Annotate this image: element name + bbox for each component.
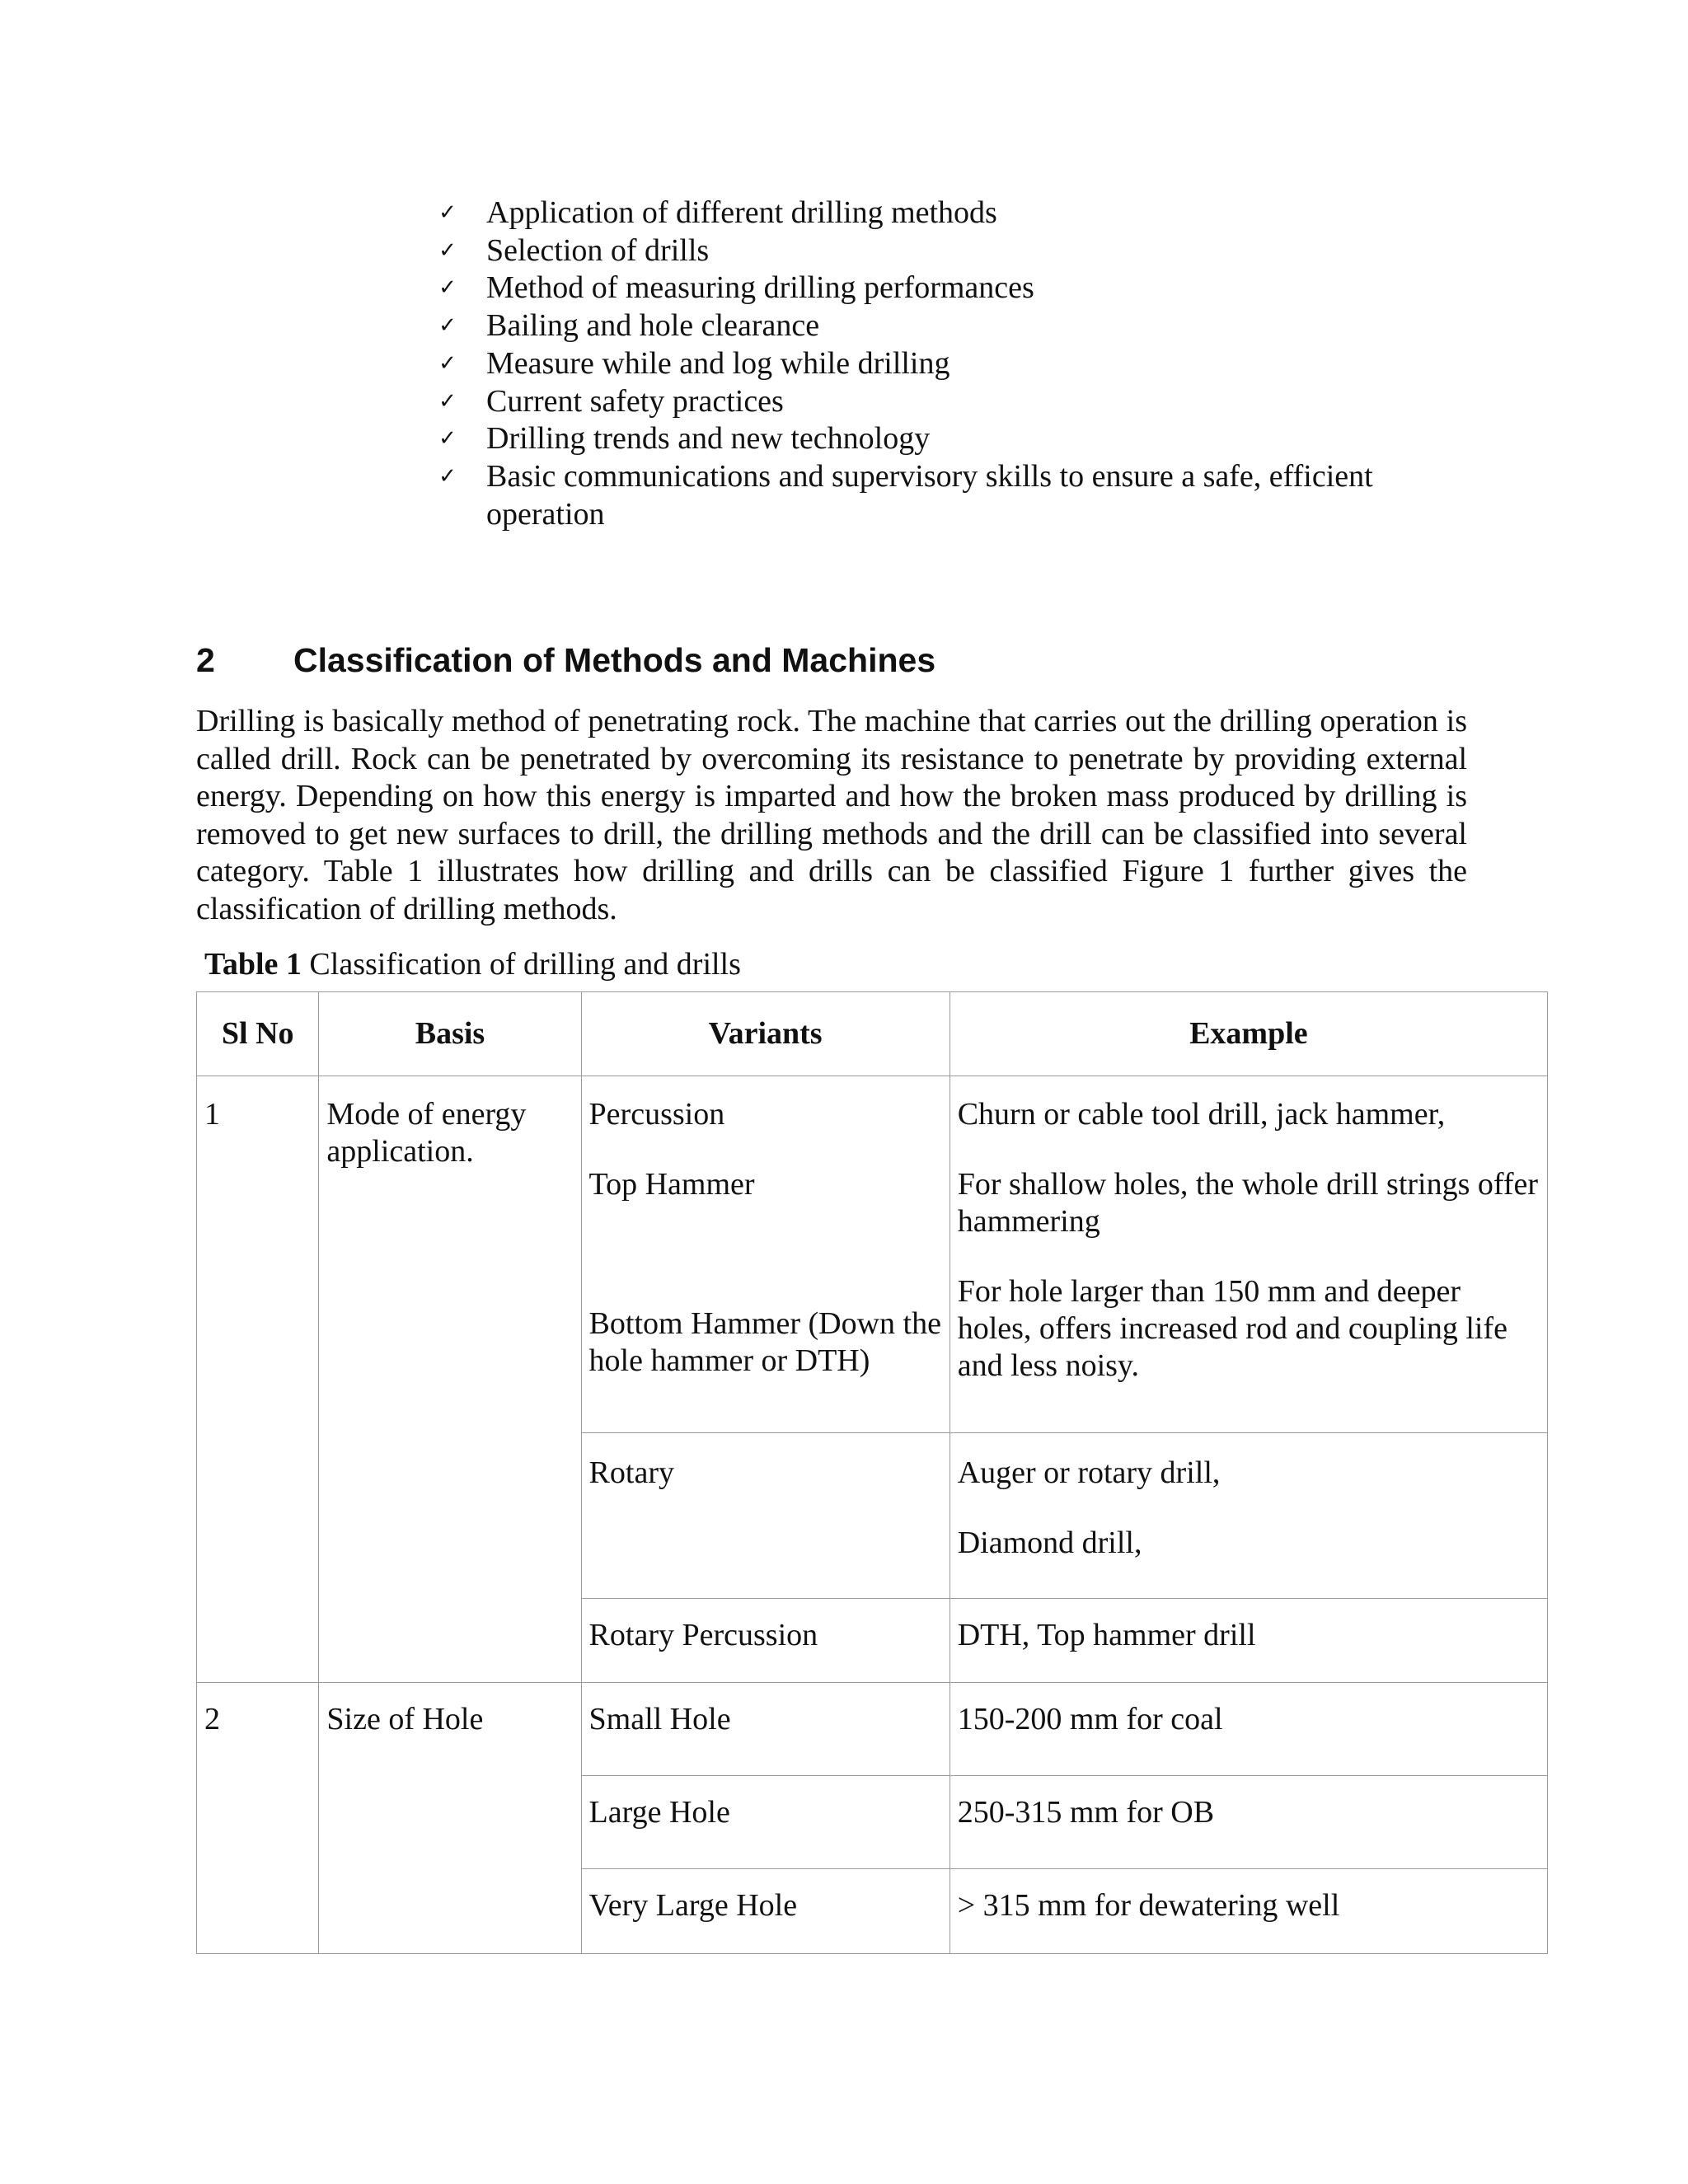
checklist-item-text: Bailing and hole clearance: [486, 308, 820, 344]
checkmark-icon: ✓: [438, 388, 457, 414]
example-cell: 150-200 mm for coal: [950, 1683, 1547, 1776]
checkmark-icon: ✓: [438, 237, 457, 263]
checkmark-icon: ✓: [438, 463, 457, 489]
checklist-item: [435, 345, 1424, 383]
variant-cell: Rotary Percussion: [581, 1599, 950, 1683]
example-rotary-2: Diamond drill,: [957, 1526, 1142, 1560]
checkmark-icon: ✓: [438, 350, 457, 376]
checklist-item: [435, 307, 1424, 345]
sl-no-cell: 1: [197, 1076, 319, 1683]
checklist-item: [435, 194, 1424, 232]
example-cell: DTH, Top hammer drill: [950, 1599, 1547, 1683]
checklist-item-text: Current safety practices: [486, 383, 784, 419]
variant-top-hammer: Top Hammer: [588, 1167, 755, 1202]
example-cell: [950, 1433, 1547, 1599]
variant-cell: Rotary: [581, 1433, 950, 1599]
variant-cell: Small Hole: [581, 1683, 950, 1776]
checklist-item-text: Basic communications and supervisory skills to ensure a safe, efficient operation: [486, 458, 1373, 532]
example-bottom-hammer: For hole larger than 150 mm and deeper holes, offers increased rod and coupling life and less noisy.: [957, 1274, 1507, 1383]
checkmark-icon: ✓: [438, 275, 457, 301]
checklist-item: [435, 269, 1424, 307]
checklist-item: [435, 458, 1424, 533]
checklist-item-text: Drilling trends and new technology: [486, 421, 931, 457]
table-header-row: [197, 992, 1548, 1076]
example-cell: [950, 1076, 1547, 1433]
header-sl-no: Sl No: [197, 992, 319, 1076]
sl-no-cell: 2: [197, 1683, 319, 1954]
checklist-item-text: Method of measuring drilling performances: [486, 270, 1034, 306]
example-cell: 250-315 mm for OB: [950, 1776, 1547, 1869]
example-cell: > 315 mm for dewatering well: [950, 1869, 1547, 1954]
objectives-checklist: [435, 194, 1424, 533]
header-basis: Basis: [319, 992, 581, 1076]
variant-cell: [581, 1076, 950, 1433]
header-example: Example: [950, 992, 1547, 1076]
body-paragraph: Drilling is basically method of penetrating rock. The machine that carries out the drilling operation is called drill. Rock can be penetrated by overcoming its resistance to penetrate by providing external energy. Depending on how this energy is imparted and how the broken mass produced by drilling is removed to get new surfaces to drill, the drilling methods and the drill can be classified into several category. Table 1 illustrates how drilling and drills can be classified Figure 1 further gives the classification of drilling methods.: [196, 704, 1467, 926]
basis-cell: Mode of energy application.: [319, 1076, 581, 1683]
table-caption-text: Classification of drilling and drills: [309, 947, 741, 982]
section-title: Classification of Methods and Machines: [293, 641, 936, 679]
checklist-item-text: Selection of drills: [486, 232, 710, 268]
classification-table: [196, 991, 1548, 1954]
section-heading: [196, 638, 935, 682]
variant-bottom-hammer: Bottom Hammer (Down the hole hammer or DTH): [588, 1306, 941, 1378]
header-variants: Variants: [581, 992, 950, 1076]
checklist-item: [435, 420, 1424, 458]
checklist-item-text: Application of different drilling methods: [486, 195, 997, 230]
checklist-item: [435, 232, 1424, 270]
checkmark-icon: ✓: [438, 426, 457, 452]
checkmark-icon: ✓: [438, 200, 457, 225]
section-number: 2: [196, 641, 215, 679]
example-percussion: Churn or cable tool drill, jack hammer,: [957, 1097, 1446, 1132]
basis-cell: Size of Hole: [319, 1683, 581, 1954]
checklist-item-text: Measure while and log while drilling: [486, 345, 950, 381]
table-row: [197, 1076, 1548, 1433]
variant-cell: Very Large Hole: [581, 1869, 950, 1954]
variant-cell: Large Hole: [581, 1776, 950, 1869]
table-caption: [204, 946, 741, 982]
table-caption-label: Table 1: [204, 947, 302, 982]
variant-percussion: Percussion: [588, 1097, 725, 1132]
checklist-item: [435, 383, 1424, 421]
table-row: [197, 1683, 1548, 1776]
example-rotary-1: Auger or rotary drill,: [957, 1455, 1221, 1490]
checkmark-icon: ✓: [438, 313, 457, 339]
example-top-hammer: For shallow holes, the whole drill strings offer hammering: [957, 1167, 1539, 1239]
